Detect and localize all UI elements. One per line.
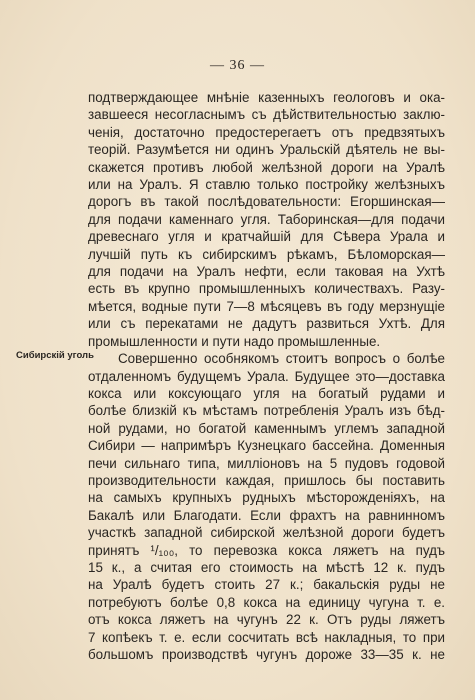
- text-line: 15 к., а считая его стоимость на мѣстѣ 12 к. пудъ: [88, 559, 445, 575]
- text-line: печи сильнаго типа, милліоновъ на 5 пудовъ годовой: [88, 455, 445, 471]
- margin-note: Сибирскій уголь: [16, 350, 94, 361]
- text-line: для подачи каменнаго угля. Таборинская—для подачи: [88, 211, 445, 227]
- paragraph-1: [88, 89, 445, 350]
- text-line: завшееся несогласнымъ съ дѣйствительностью заклю-: [88, 107, 445, 123]
- text-line: Совершенно особнякомъ стоитъ вопросъ о болѣе: [118, 351, 445, 367]
- text-line: на самыхъ крупныхъ рудныхъ мѣсторожденіяхъ, на: [88, 490, 445, 506]
- text-line: ченія, достаточно предостерегаетъ отъ предвзятыхъ: [88, 124, 445, 140]
- text-line: Бакалѣ или Благодати. Если фрахтъ на равнинномъ: [88, 507, 445, 523]
- text-line: или на Уралъ. Я ставлю только постройку желѣзныхъ: [88, 177, 445, 193]
- text-line: принятъ ¹/₁₀₀, то перевозка кокса ляжетъ на пудъ: [88, 542, 445, 558]
- text-line: кокса или коксующаго угля на богатый рудами и: [88, 385, 445, 401]
- text-line: производительности каждая, пришлось бы поставить: [88, 472, 445, 488]
- text-line: дорогъ въ такой послѣдовательности: Егоршинская—: [88, 194, 445, 210]
- text-line: древеснаго угля и кратчайшій для Сѣвера Урала и: [88, 229, 445, 245]
- text-line: подтверждающее мнѣніе казенныхъ геологовъ и ока-: [88, 90, 445, 105]
- text-line: лучшій путь къ сибирскимъ рѣкамъ, Бѣломорская—: [88, 246, 445, 262]
- body-text: [88, 89, 445, 663]
- text-line: участкѣ западной сибирской желѣзной дороги будетъ: [88, 525, 445, 541]
- text-line: мѣется, водные пути 7—8 мѣсяцевъ въ году мерзнущіе: [88, 298, 445, 314]
- paragraph-2: [88, 350, 445, 663]
- text-line: Сибири — напримѣръ Кузнецкаго бассейна. Доменныя: [88, 438, 445, 454]
- text-line: теорій. Разумѣется ни одинъ Уральскій дѣятель не вы-: [88, 142, 445, 158]
- text-line: или съ перекатами не дадутъ развиться Ухтѣ. Для: [88, 316, 445, 332]
- text-line: ной рудами, но богатой каменнымъ углемъ западной: [88, 420, 445, 436]
- text-line: потребуютъ болѣе 0,8 кокса на единицу чугуна т. е.: [88, 594, 445, 610]
- text-line: 7 копѣекъ т. е. если сосчитать всѣ накладныя, то при: [88, 629, 445, 645]
- text-line: отъ кокса ляжетъ на чугунъ 22 к. Отъ руды ляжетъ: [88, 612, 445, 628]
- text-line: большомъ производствѣ чугунъ дороже 33—35 к. не: [88, 647, 445, 662]
- text-line: отдаленномъ будущемъ Урала. Будущее это—доставка: [88, 368, 445, 384]
- text-line: болѣе близкій къ мѣстамъ потребленія Уралъ изъ бѣд-: [88, 403, 445, 419]
- text-line: промышленности и пути надо промышленные.: [88, 333, 381, 349]
- text-line: есть въ крупно промышленныхъ количествахъ. Разу-: [88, 281, 445, 297]
- page-number: — 36 —: [210, 58, 265, 73]
- text-line: для подачи на Уралъ нефти, если таковая на Ухтѣ: [88, 264, 445, 280]
- text-line: на Уралѣ будетъ стоить 27 к.; бакальскія руды не: [88, 577, 445, 593]
- text-line: скажется противъ любой желѣзной дороги на Уралѣ: [88, 159, 445, 175]
